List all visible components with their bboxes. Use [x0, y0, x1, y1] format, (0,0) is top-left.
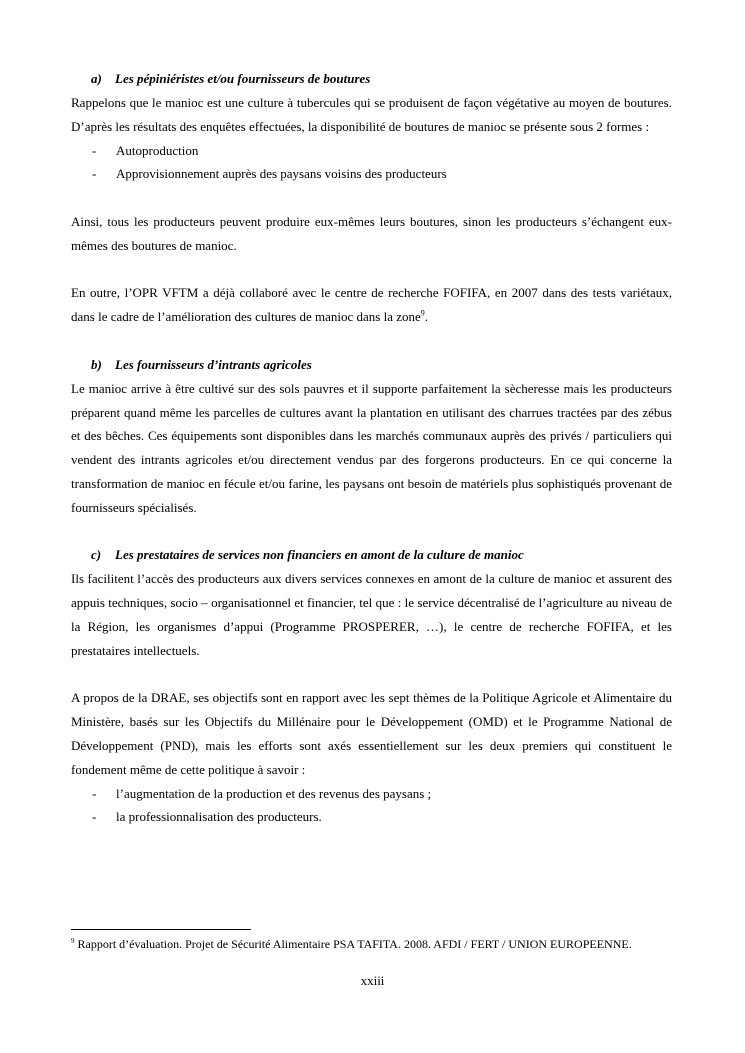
- list-item: - Autoproduction: [71, 139, 672, 163]
- page-number: xxiii: [360, 973, 385, 988]
- section-a-paragraph-2: Ainsi, tous les producteurs peuvent produire eux-mêmes leurs boutures, sinon les producteurs s’échangent eux-mêmes des boutures de manioc.: [71, 213, 672, 253]
- list-item: - la professionnalisation des producteurs.: [71, 805, 672, 829]
- section-c-heading: [91, 543, 672, 567]
- section-b-text: Le manioc arrive à être cultivé sur des sols pauvres et il supporte parfaitement la sècheresse mais les producteurs préparent quand même les parcelles de cultures avant la plantation en utilisant des charrues tractées par des zébus et des bêches. Ces équipements sont disponibles dans les marchés communaux auprès des privés / particuliers qui vendent des intrants agricoles et/ou directement vendus par des forgerons producteurs. En ce qui concerne la transformation de manioc en fécule et/ou farine, les paysans ont besoin de matériels plus sophistiqués provenant de fournisseurs spécialisés.: [71, 380, 672, 515]
- page-body: [71, 67, 672, 829]
- section-a-paragraph-3: En outre, l’OPR VFTM a déjà collaboré avec le centre de recherche FOFIFA, en 2007 dans des tests variétaux, dans le cadre de l’amélioration des cultures de manioc dans la zone$^9$.: [71, 285, 672, 325]
- footnote-number: 9: [71, 937, 75, 945]
- section-c-text: Ils facilitent l’accès des producteurs aux divers services connexes en amont de la culture de manioc et assurent des appuis techniques, socio – organisationnel et financier, tel que : le service décentralisé de l’agriculture au niveau de la Région, les organismes d’appui (Programme PROSPERER, …), le centre de recherche FOFIFA, et les prestataires intellectuels.: [71, 571, 672, 658]
- list-item: - l’augmentation de la production et des revenus des paysans ;: [71, 782, 672, 806]
- dash-bullet: -: [92, 142, 97, 158]
- footnote-text: Rapport d’évaluation. Projet de Sécurité Alimentaire PSA TAFITA. 2008. AFDI / FERT / UNION EUROPEENNE.: [74, 937, 632, 951]
- footnote: [71, 936, 672, 953]
- list-item: - Approvisionnement auprès des paysans voisins des producteurs: [71, 162, 672, 186]
- section-b-letter: b): [91, 356, 102, 372]
- footnote-separator: [71, 929, 251, 930]
- section-a-letter: a): [91, 71, 102, 86]
- section-a-intro: Rappelons que le manioc est une culture à tubercules qui se produisent de façon végétative au moyen de boutures. D’après les résultats des enquêtes effectuées, la disponibilité de boutures de manioc se présente sous 2 formes :: [71, 95, 672, 134]
- section-a-title: Les pépiniéristes et/ou fournisseurs de boutures: [115, 71, 371, 86]
- footnote-ref[interactable]: 9: [420, 308, 425, 318]
- section-c-paragraph-2: A propos de la DRAE, ses objectifs sont en rapport avec les sept thèmes de la Politique Agricole et Alimentaire du Ministère, basés sur les Objectifs du Millénaire pour le Développement (OMD) et le Programme National de Développement (PND), mais les efforts sont axés essentiellement sur les deux premiers qui constituent le fondement même de cette politique à savoir :: [71, 690, 672, 777]
- section-a-list: [71, 139, 672, 187]
- dash-bullet: -: [92, 809, 97, 825]
- section-c-list: [71, 782, 672, 830]
- section-c-title: Les prestataires de services non financiers en amont de la culture de manioc: [115, 547, 524, 563]
- dash-bullet: -: [92, 785, 97, 801]
- section-b-title: Les fournisseurs d’intrants agricoles: [115, 356, 312, 372]
- section-a-heading: [91, 67, 672, 91]
- dash-bullet: -: [92, 166, 97, 182]
- section-b-heading: [91, 353, 672, 377]
- section-c-letter: c): [91, 547, 102, 563]
